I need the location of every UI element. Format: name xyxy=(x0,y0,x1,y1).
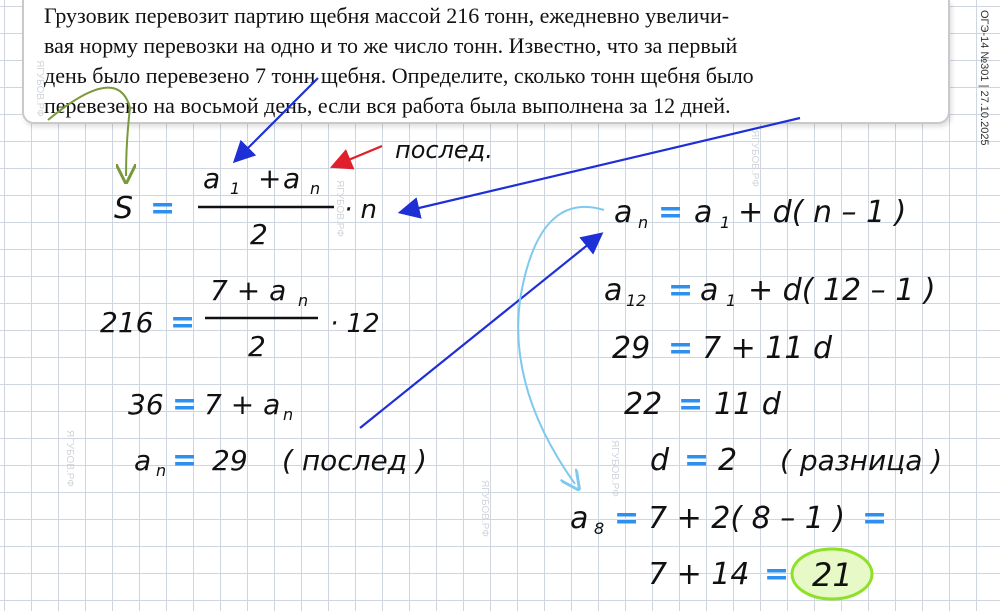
final-lhs: 7 + 14 xyxy=(648,557,750,592)
problem-line: день было перевезено 7 тонн щебня. Определите, сколько тонн щебня было xyxy=(44,63,754,88)
equals-sign: = xyxy=(614,501,640,536)
d-lhs: d xyxy=(650,443,670,478)
an-formula-lhs: a xyxy=(614,195,633,230)
arrow-7-to-a1 xyxy=(236,78,318,160)
d-note: ( разница ) xyxy=(780,444,943,477)
equals-sign: = xyxy=(658,195,684,230)
equals-sign: = xyxy=(684,443,710,478)
line29-lhs: 29 xyxy=(612,331,651,366)
line36-subn: n xyxy=(283,405,294,424)
a8-lhs: a xyxy=(570,501,589,536)
sum-den: 2 xyxy=(250,218,268,251)
sum-plus: + xyxy=(258,162,282,195)
problem-line: перевезено на восьмой день, если вся работа была выполнена за 12 дней. xyxy=(44,93,731,118)
an-result-lhs: a xyxy=(134,444,152,477)
equals-sign: = xyxy=(764,557,790,592)
watermark: ЯГУБОВ.РФ xyxy=(749,130,760,187)
problem-id-label: ОГЭ-14 №301 | 27.10.2025 xyxy=(978,10,990,146)
a12-rest: + d( 12 – 1 ) xyxy=(748,273,936,308)
line29-rhs: 7 + 11 d xyxy=(702,331,833,366)
posled-note: послед. xyxy=(395,136,493,164)
equals-sign: = xyxy=(172,387,198,422)
a12-lhs: a xyxy=(604,273,623,308)
sub-num: 7 + a xyxy=(210,274,287,307)
an-note: ( послед ) xyxy=(282,444,427,477)
a8-sub: 8 xyxy=(594,519,605,538)
sum-num-a1: a xyxy=(203,162,221,195)
arrow-text-to-s xyxy=(48,88,130,176)
sub-lhs: 216 xyxy=(100,306,154,339)
watermark: ЯГУБОВ.РФ xyxy=(64,430,75,487)
watermark: ЯГУБОВ.РФ xyxy=(334,180,345,237)
sum-lhs: S xyxy=(114,191,134,226)
a8-rhs: 7 + 2( 8 – 1 ) xyxy=(648,501,846,536)
sub-den: 2 xyxy=(248,330,266,363)
an-formula-sub1: 1 xyxy=(720,213,731,232)
arrow-d-to-a8 xyxy=(518,207,604,484)
sub-times: · 12 xyxy=(330,309,380,339)
equals-sign: = xyxy=(668,273,694,308)
problem-line: Грузовик перевозит партию щебня массой 216 тонн, ежедневно увеличи- xyxy=(44,3,730,28)
equals-sign: = xyxy=(678,387,704,422)
line36-lhs: 36 xyxy=(128,388,164,421)
sum-subn: n xyxy=(310,179,321,198)
problem-line: вая норму перевозки на одно и то же число тонн. Известно, что за первый xyxy=(44,33,738,58)
equals-sign: = xyxy=(172,443,198,478)
equals-sign: = xyxy=(668,331,694,366)
line22-rhs: 11 d xyxy=(714,387,781,422)
line36-rhs: 7 + a xyxy=(204,388,281,421)
watermark: ЯГУБОВ.РФ xyxy=(34,60,45,117)
an-result-subn: n xyxy=(156,461,167,480)
a12-sub: 12 xyxy=(626,291,647,310)
sum-times-n: · n xyxy=(344,195,378,225)
sum-num-an: a xyxy=(283,162,301,195)
an-formula-subn: n xyxy=(638,213,649,232)
equals-sign: = xyxy=(150,191,176,226)
a12-a: a xyxy=(700,273,719,308)
equals-sign: = xyxy=(170,305,196,340)
line22-lhs: 22 xyxy=(624,387,663,422)
watermark: ЯГУБОВ.РФ xyxy=(609,440,620,497)
an-formula-rest: + d( n – 1 ) xyxy=(738,195,907,230)
an-value: 29 xyxy=(212,444,248,477)
arrow-29-to-an xyxy=(360,235,600,428)
d-value: 2 xyxy=(718,443,738,478)
equals-sign: = xyxy=(862,501,888,536)
sum-sub1: 1 xyxy=(230,179,241,198)
final-answer: 21 xyxy=(812,556,853,594)
an-formula-a: a xyxy=(694,195,713,230)
a12-sub1: 1 xyxy=(726,291,737,310)
sub-subn: n xyxy=(298,291,309,310)
watermark: ЯГУБОВ.РФ xyxy=(479,480,490,537)
arrow-red-posled xyxy=(334,146,382,166)
